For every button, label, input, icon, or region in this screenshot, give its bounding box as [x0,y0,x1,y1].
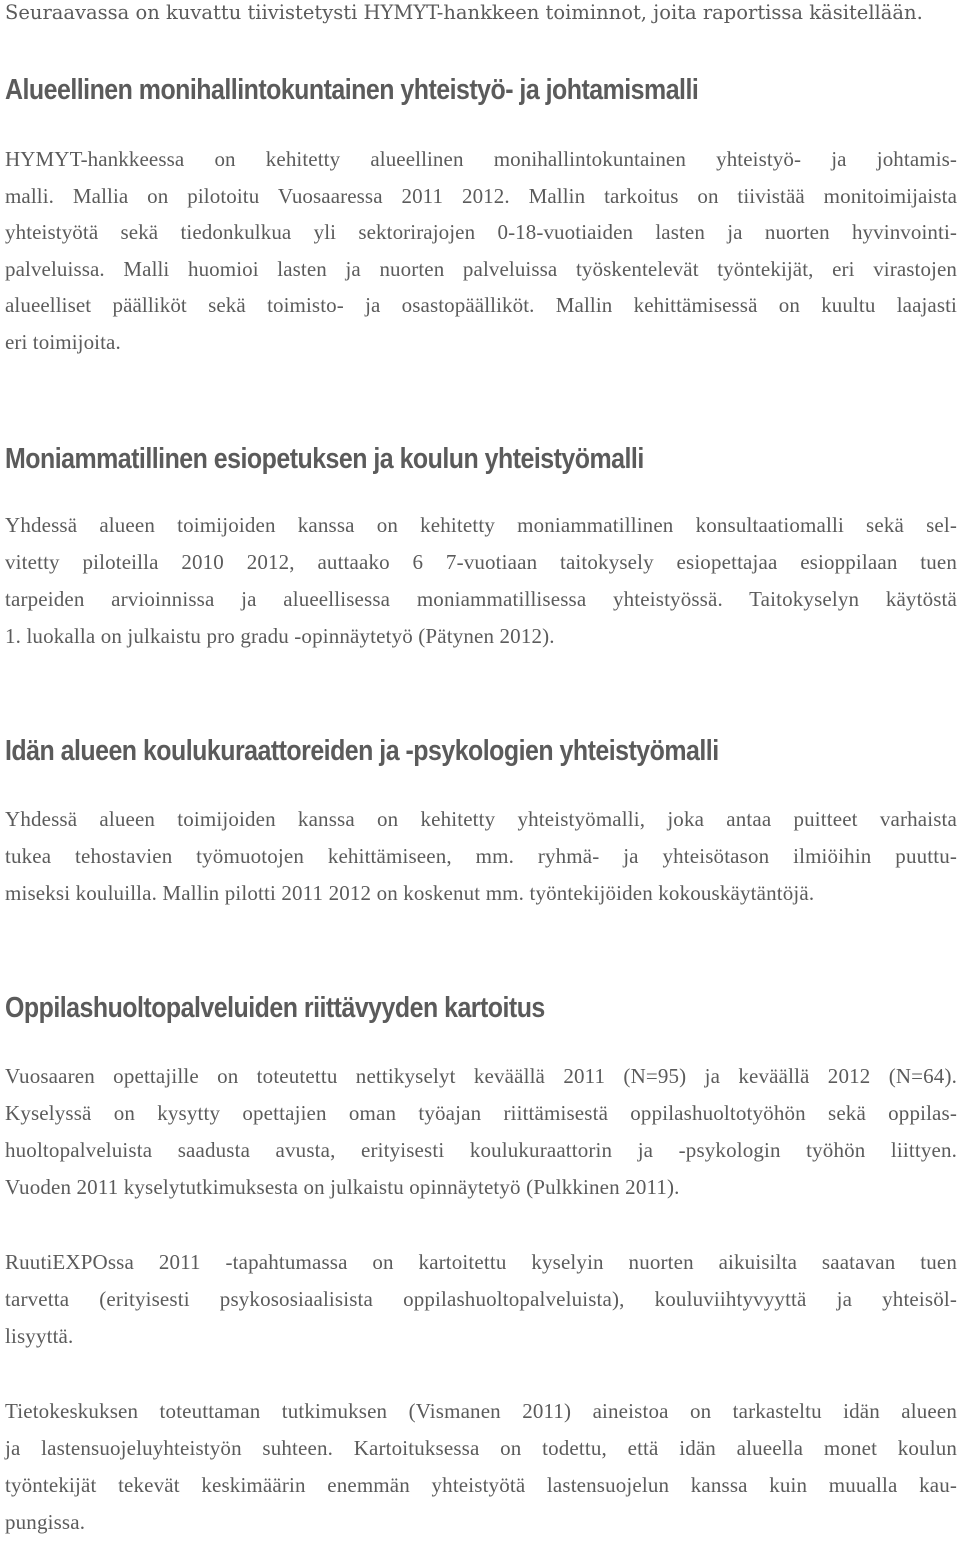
section-heading-oppilashuolto-kartoitus: Oppilashuoltopalveluiden riittävyyden kartoitus [5,992,545,1024]
paragraph-line: huoltopalveluista saadusta avusta, erityisesti koulukuraattorin ja -psykologin työhön liittyen. [5,1138,957,1162]
section-paragraph [5,507,957,655]
paragraph-line: eri toimijoita. [5,329,121,354]
paragraph-line: pungissa. [5,1510,86,1534]
section-paragraph [5,801,957,912]
paragraph-line: ja lastensuojeluyhteistyön suhteen. Kartoituksessa on todettu, että idän alueella monet koulun [5,1436,957,1460]
paragraph-line: Vuoden 2011 kyselytutkimuksesta on julkaistu opinnäytetyö (Pulkkinen 2011). [5,1175,680,1199]
section-paragraph [5,1393,957,1541]
paragraph-line: RuutiEXPOssa 2011 -tapahtumassa on kartoitettu kyselyin nuorten aikuisilta saatavan tuen [5,1250,957,1274]
paragraph-line: Yhdessä alueen toimijoiden kanssa on kehitetty yhteistyömalli, joka antaa puitteet varhaista [5,807,957,831]
section-heading-kuraattorit-psykologit: Idän alueen koulukuraattoreiden ja -psykologien yhteistyömalli [5,735,719,767]
paragraph-line: työntekijät tekevät keskimäärin enemmän yhteistyötä lastensuojelun kanssa kuin muualla kau- [5,1473,957,1497]
paragraph-line: Vuosaaren opettajille on toteutettu nettikyselyt keväällä 2011 (N=95) ja keväällä 2012 (N=64). [5,1064,957,1088]
paragraph-line: lisyyttä. [5,1324,74,1348]
paragraph-line: palveluissa. Malli huomioi lasten ja nuorten palveluissa työskentelevät työntekijät, eri virastojen [5,256,957,281]
section-paragraph [5,1244,957,1355]
paragraph-line: 1. luokalla on julkaistu pro gradu -opinnäytetyö (Pätynen 2012). [5,624,555,648]
section-heading-esiopetus-koulu: Moniammatillinen esiopetuksen ja koulun yhteistyömalli [5,443,644,475]
paragraph-line: Yhdessä alueen toimijoiden kanssa on kehitetty moniammatillinen konsultaatiomalli sekä sel- [5,513,957,537]
paragraph-line: Tietokeskuksen toteuttaman tutkimuksen (Vismanen 2011) aineistoa on tarkasteltu idän alueen [5,1399,957,1423]
paragraph-line: tarpeiden arvioinnissa ja alueellisessa moniammatillisessa yhteistyössä. Taitokyselyn käytöstä [5,587,957,611]
section-heading-yhteistyo-johtamismalli: Alueellinen monihallintokuntainen yhteistyö- ja johtamismalli [5,74,699,106]
paragraph-line: malli. Mallia on pilotoitu Vuosaaressa 2011 2012. Mallin tarkoitus on tiivistää monitoimijaista [5,183,957,208]
paragraph-line: vitetty piloteilla 2010 2012, auttaako 6 7-vuotiaan taitokysely esiopettajaa esioppilaan tuen [5,550,957,574]
paragraph-line: HYMYT-hankkeessa on kehitetty alueellinen monihallintokuntainen yhteistyö- ja johtamis- [5,147,957,171]
paragraph-line: Kyselyssä on kysytty opettajien oman työajan riittämisestä oppilashuoltotyöhön sekä oppilas- [5,1101,957,1125]
paragraph-line: alueelliset päälliköt sekä toimisto- ja osastopäälliköt. Mallin kehittämisessä on kuultu laajasti [5,293,957,317]
paragraph-line: tarvetta (erityisesti psykososiaalisista oppilashuoltopalveluista), kouluviihtyvyyttä ja yhteisöl- [5,1287,957,1311]
section-paragraph [5,141,957,360]
section-paragraph [5,1058,957,1206]
paragraph-line: yhteistyötä sekä tiedonkulkua yli sektorirajojen 0-18-vuotiaiden lasten ja nuorten hyvinvointi- [5,220,957,244]
paragraph-line: tukea tehostavien työmuotojen kehittämiseen, mm. ryhmä- ja yhteisötason ilmiöihin puuttu- [5,844,957,868]
intro-text: Seuraavassa on kuvattu tiivistetysti HYMYT-hankkeen toiminnot, joita raportissa käsitellään. [5,1,923,24]
paragraph-line: miseksi kouluilla. Mallin pilotti 2011 2012 on koskenut mm. työntekijöiden kokouskäytäntöjä. [5,881,815,905]
